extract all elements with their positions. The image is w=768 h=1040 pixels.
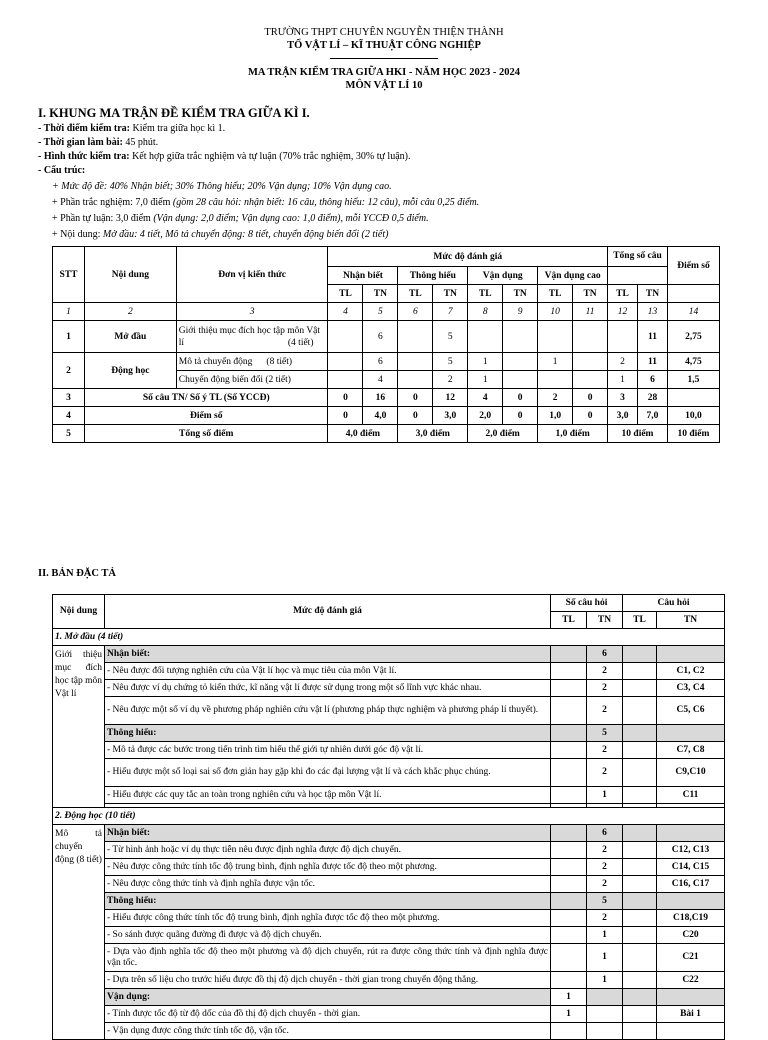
cell-value: 0: [328, 389, 363, 407]
col-number: 6: [398, 303, 433, 321]
criterion-text: - Hiểu được một số loại sai số đơn giản hay gặp khi đo các đại lượng vật lí và cách khắc phục chúng.: [105, 759, 551, 787]
col-tn: TN: [587, 612, 623, 629]
col-tn: TN: [363, 285, 398, 303]
col-tl: TL: [608, 285, 638, 303]
criterion-count: 1: [587, 944, 623, 972]
col-tl: TL: [398, 285, 433, 303]
criterion-questions: C22: [657, 972, 725, 989]
criterion-text: - Nêu được đối tượng nghiên cứu của Vật lí học và mục tiêu của môn Vật lí.: [105, 663, 551, 680]
topic-cell: Mô tả chuyển động (8 tiết): [53, 825, 105, 1040]
col-tn: TN: [657, 612, 725, 629]
level-count: 1: [551, 989, 587, 1006]
cell-total-tl: 1: [608, 371, 638, 389]
col-tl: TL: [538, 285, 573, 303]
level-comprehension: Thông hiểu:: [105, 725, 551, 742]
cell-nb-tn: 4: [363, 371, 398, 389]
row-stt: 4: [53, 407, 85, 425]
cell-vd-tl: 1: [468, 371, 503, 389]
cell-th-tn: 2: [433, 371, 468, 389]
criterion-text: - So sánh được quãng đường đi được và độ dịch chuyển.: [105, 927, 551, 944]
header-divider: [330, 58, 438, 59]
criterion-questions: C5, C6: [657, 697, 725, 725]
criterion-questions: C12, C13: [657, 842, 725, 859]
criterion-questions: C7, C8: [657, 742, 725, 759]
criterion-questions: C3, C4: [657, 680, 725, 697]
header-content: Nội dung: [53, 595, 105, 629]
exam-time-line: - Thời điểm kiểm tra: Kiểm tra giữa học kì 1.: [38, 123, 226, 134]
structure-mcq-line: + Phần trắc nghiệm: 7,0 điểm (gồm 28 câu hỏi: nhận biết: 16 câu, thông hiểu: 12 câu), mỗi câu 0,25 điểm.: [52, 197, 480, 208]
cell-value: 0: [573, 389, 608, 407]
col-number: 7: [433, 303, 468, 321]
structure-essay-line: + Phần tự luận: 3,0 điểm (Vận dụng: 2,0 điểm; Vận dụng cao: 1,0 điểm), mỗi YCCĐ 0,5 điểm.: [52, 213, 429, 224]
criterion-text: - Dựa vào định nghĩa tốc độ theo một phương và độ dịch chuyển, rút ra được công thức tính và định nghĩa được vận tốc.: [105, 944, 551, 972]
level-application: Vận dụng: [468, 267, 538, 285]
cell-value: 0: [398, 407, 433, 425]
cell-value: 0: [328, 407, 363, 425]
level-application: Vận dụng:: [105, 989, 551, 1006]
level-count: 5: [587, 893, 623, 910]
cell-value: 10,0: [667, 407, 719, 425]
criterion-count: 2: [587, 859, 623, 876]
row-unit: Chuyển động biến đổi (2 tiết): [176, 371, 328, 389]
col-number: 1: [53, 303, 85, 321]
level-advanced-application: Vận dụng cao: [538, 267, 608, 285]
criterion-text: - Vận dụng được công thức tính tốc độ, vận tốc.: [105, 1023, 551, 1040]
row-label: Số câu TN/ Số ý TL (Số YCCĐ): [84, 389, 328, 407]
row-stt: 5: [53, 425, 85, 443]
cell-value: 3,0 điểm: [398, 425, 468, 443]
cell-value: 3: [608, 389, 638, 407]
level-comprehension: Thông hiểu:: [105, 893, 551, 910]
subject-title: MÔN VẬT LÍ 10: [345, 80, 423, 91]
cell-value: 3,0: [608, 407, 638, 425]
cell-value: 0: [503, 389, 538, 407]
row-content: Động học: [84, 353, 176, 389]
level-comprehension: Thông hiểu: [398, 267, 468, 285]
col-number: 9: [503, 303, 538, 321]
level-count: 6: [587, 825, 623, 842]
cell-value: 7,0: [638, 407, 668, 425]
cell-nb-tn: 6: [363, 321, 398, 353]
cell-value: 4,0 điểm: [328, 425, 398, 443]
criterion-text: - Nêu được một số ví dụ về phương pháp nghiên cứu vật lí (phương pháp thực nghiệm và phương pháp lí thuyết).: [105, 697, 551, 725]
cell-score: 2,75: [667, 321, 719, 353]
cell-score: 1,5: [667, 371, 719, 389]
row-unit: Mô tả chuyển động (8 tiết): [176, 353, 328, 371]
row-content: Mở đầu: [84, 321, 176, 353]
school-name: TRƯỜNG THPT CHUYÊN NGUYỄN THIỆN THÀNH: [264, 27, 504, 38]
row-unit: Giới thiệu mục đích học tập môn Vật lí (4 tiết): [176, 321, 328, 353]
criterion-count: 1: [551, 1006, 587, 1023]
criterion-questions: C14, C15: [657, 859, 725, 876]
criterion-count: 2: [587, 759, 623, 787]
cell-total-tl: 2: [608, 353, 638, 371]
cell-th-tn: 5: [433, 321, 468, 353]
header-num-questions: Số câu hỏi: [551, 595, 623, 612]
level-count: 5: [587, 725, 623, 742]
criterion-questions: C11: [657, 787, 725, 804]
col-tn: TN: [433, 285, 468, 303]
part-heading: 2. Động học (10 tiết): [53, 808, 725, 825]
level-recognition: Nhận biết:: [105, 646, 551, 663]
col-number: 5: [363, 303, 398, 321]
level-count: 6: [587, 646, 623, 663]
col-number: 13: [638, 303, 668, 321]
cell-value: 4: [468, 389, 503, 407]
exam-info: [38, 122, 479, 242]
header-level: Mức độ đánh giá: [105, 595, 551, 629]
criterion-count: 2: [587, 680, 623, 697]
topic-cell: Giới thiệu mục đích học tập môn Vật lí: [53, 646, 105, 808]
level-recognition: Nhận biết: [328, 267, 398, 285]
exam-duration-line: - Thời gian làm bài: 45 phút.: [38, 137, 159, 148]
cell-value: 0: [573, 407, 608, 425]
exam-form-line: - Hình thức kiểm tra: Kết hợp giữa trắc nghiệm và tự luận (70% trắc nghiệm, 30% tự luận).: [38, 151, 411, 162]
row-stt: 3: [53, 389, 85, 407]
cell-value: 16: [363, 389, 398, 407]
header-total-questions: Tổng số câu: [608, 247, 668, 267]
criterion-count: 2: [587, 876, 623, 893]
cell-value: 2,0 điểm: [468, 425, 538, 443]
col-tn: TN: [503, 285, 538, 303]
criterion-count: 2: [587, 842, 623, 859]
col-number: 10: [538, 303, 573, 321]
criterion-questions: C20: [657, 927, 725, 944]
row-label: Điểm số: [84, 407, 328, 425]
document-title: MA TRẬN KIỂM TRA GIỮA HKI - NĂM HỌC 2023 - 2024: [248, 67, 520, 78]
score-spacer: [667, 285, 719, 303]
cell-total-tn: 11: [638, 353, 668, 371]
cell-total-tn: 6: [638, 371, 668, 389]
header-content: Nội dung: [84, 247, 176, 303]
cell-vd-tl: 1: [468, 353, 503, 371]
criterion-count: 1: [587, 787, 623, 804]
criterion-count: 2: [587, 742, 623, 759]
criterion-text: - Từ hình ảnh hoặc ví dụ thực tiễn nêu được định nghĩa được độ dịch chuyển.: [105, 842, 551, 859]
cell-value: 3,0: [433, 407, 468, 425]
section2-heading: II. BẢN ĐẶC TẢ: [38, 568, 116, 579]
cell-value: 2: [538, 389, 573, 407]
part-heading: 1. Mở đầu (4 tiết): [53, 629, 725, 646]
criterion-count: 1: [587, 972, 623, 989]
criterion-questions: C21: [657, 944, 725, 972]
col-tl: TL: [328, 285, 363, 303]
criterion-questions: Bài 1: [657, 1006, 725, 1023]
cell-score: 4,75: [667, 353, 719, 371]
col-number: 4: [328, 303, 363, 321]
criterion-questions: C18,C19: [657, 910, 725, 927]
structure-content-line: + Nội dung: Mở đầu: 4 tiết, Mô tả chuyển động: 8 tiết, chuyển động biến đổi (2 tiết): [52, 229, 389, 240]
criterion-text: - Hiểu được các quy tắc an toàn trong nghiên cứu và học tập môn Vật lí.: [105, 787, 551, 804]
criterion-text: - Nêu được công thức tính tốc độ trung bình, định nghĩa được tốc độ theo một phương.: [105, 859, 551, 876]
criterion-count: 1: [587, 927, 623, 944]
exam-structure-line: - Cấu trúc:: [38, 165, 86, 176]
criterion-text: - Nêu được công thức tính và định nghĩa được vận tốc.: [105, 876, 551, 893]
cell-value: 0: [398, 389, 433, 407]
col-number: 12: [608, 303, 638, 321]
row-stt: 2: [53, 353, 85, 389]
col-number: 14: [667, 303, 719, 321]
criterion-text: - Mô tả được các bước trong tiến trình tìm hiểu thế giới tự nhiên dưới góc độ vật lí.: [105, 742, 551, 759]
criterion-count: 2: [587, 910, 623, 927]
specification-table: [52, 594, 725, 1040]
cell-vdc-tl: 1: [538, 353, 573, 371]
col-number: 2: [84, 303, 176, 321]
criterion-questions: C9,C10: [657, 759, 725, 787]
criterion-text: - Tính được tốc độ từ độ dốc của đồ thị độ dịch chuyển - thời gian.: [105, 1006, 551, 1023]
level-recognition: Nhận biết:: [105, 825, 551, 842]
row-label: Tổng số điểm: [84, 425, 328, 443]
matrix-table: [52, 246, 720, 443]
department-name: TỔ VẬT LÍ – KĨ THUẬT CÔNG NGHIỆP: [287, 40, 481, 51]
cell-value: 28: [638, 389, 668, 407]
cell-value: 1,0: [538, 407, 573, 425]
header-questions: Câu hỏi: [623, 595, 725, 612]
total-q-spacer: [608, 267, 668, 285]
criterion-text: - Nêu được ví dụ chứng tỏ kiến thức, kĩ năng vật lí được sử dụng trong một số lĩnh vực khác nhau.: [105, 680, 551, 697]
cell-value: 10 điểm: [608, 425, 668, 443]
header-unit: Đơn vị kiến thức: [176, 247, 328, 303]
header-score: Điểm số: [667, 247, 719, 285]
cell-th-tn: 5: [433, 353, 468, 371]
section1-heading: I. KHUNG MA TRẬN ĐỀ KIỂM TRA GIỮA KÌ I.: [38, 106, 310, 120]
col-number: 3: [176, 303, 328, 321]
structure-level-line: + Mức độ đề: 40% Nhận biết; 30% Thông hiểu; 20% Vận dụng; 10% Vận dụng cao.: [52, 181, 392, 192]
col-number: 8: [468, 303, 503, 321]
col-tn: TN: [573, 285, 608, 303]
cell-value: 4,0: [363, 407, 398, 425]
header-stt: STT: [53, 247, 85, 303]
cell-value: 0: [503, 407, 538, 425]
cell-value: 2,0: [468, 407, 503, 425]
cell-total-tn: 11: [638, 321, 668, 353]
criterion-questions: C1, C2: [657, 663, 725, 680]
col-tn: TN: [638, 285, 668, 303]
criterion-count: 2: [587, 663, 623, 680]
header-level: Mức độ đánh giá: [328, 247, 608, 267]
row-stt: 1: [53, 321, 85, 353]
criterion-count: 2: [587, 697, 623, 725]
cell-value: 1,0 điểm: [538, 425, 608, 443]
cell-value: 10 điểm: [667, 425, 719, 443]
col-tl: TL: [468, 285, 503, 303]
col-number: 11: [573, 303, 608, 321]
col-tl: TL: [623, 612, 657, 629]
criterion-questions: C16, C17: [657, 876, 725, 893]
col-tl: TL: [551, 612, 587, 629]
criterion-text: - Hiểu được công thức tính tốc độ trung bình, định nghĩa được tốc độ theo một phương.: [105, 910, 551, 927]
cell-value: 12: [433, 389, 468, 407]
criterion-text: - Dựa trên số liệu cho trước hiểu được đồ thị độ dịch chuyển - thời gian trong chuyển động thẳng.: [105, 972, 551, 989]
cell-nb-tn: 6: [363, 353, 398, 371]
